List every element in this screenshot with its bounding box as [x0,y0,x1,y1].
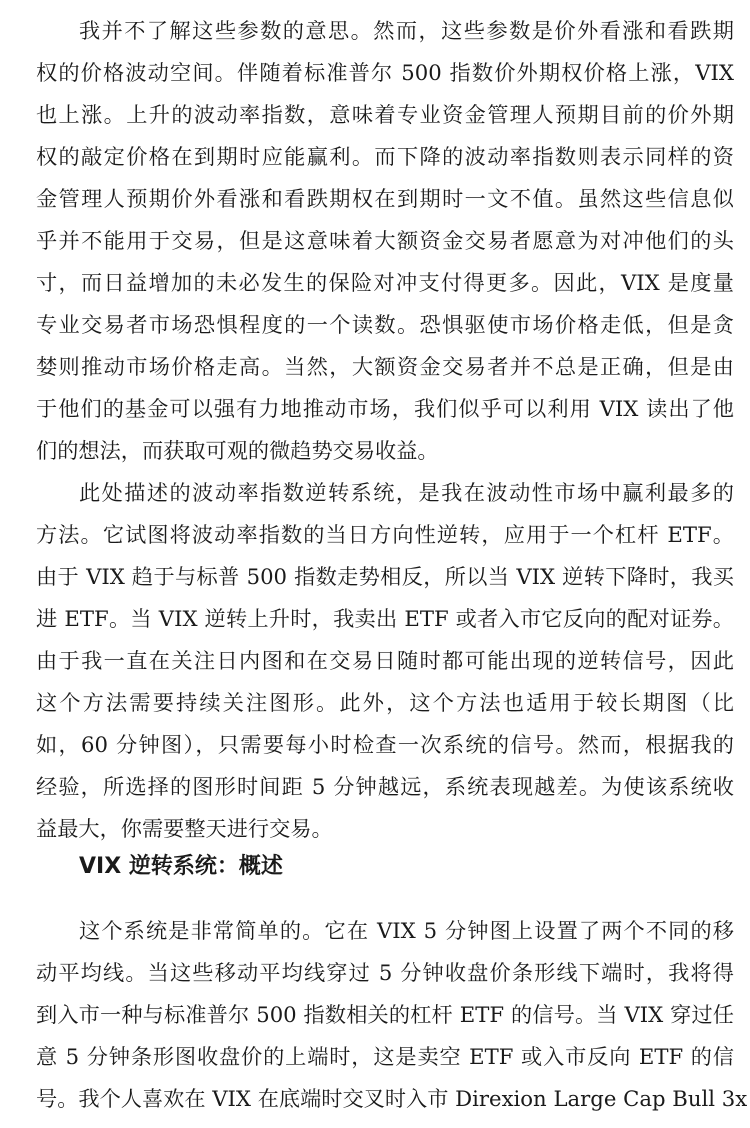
paragraph-line: 经验，所选择的图形时间距 5 分钟越远，系统表现越差。为使该系统收 [36,774,734,799]
section-heading: VIX 逆转系统：概述 [79,854,283,879]
paragraph-line: 权的价格波动空间。伴随着标准普尔 500 指数价外期权价格上涨，VIX [36,60,734,85]
paragraph-line: 号。我个人喜欢在 VIX 在底端时交叉时入市 Direxion Large Cap Bull 3x [36,1086,748,1111]
paragraph-line: 动平均线。当这些移动平均线穿过 5 分钟收盘价条形线下端时，我将得 [36,960,734,985]
paragraph-line: 寸，而日益增加的未必发生的保险对冲支付得更多。因此，VIX 是度量 [36,270,734,295]
paragraph-line: 乎并不能用于交易，但是这意味着大额资金交易者愿意为对冲他们的头 [36,228,734,253]
paragraph-line: 方法。它试图将波动率指数的当日方向性逆转，应用于一个杠杆 ETF。 [36,522,734,547]
paragraph-line: 权的敲定价格在到期时应能赢利。而下降的波动率指数则表示同样的资 [36,144,734,169]
paragraph-line: 也上涨。上升的波动率指数，意味着专业资金管理人预期目前的价外期 [36,102,734,127]
paragraph-line: 意 5 分钟条形图收盘价的上端时，这是卖空 ETF 或入市反向 ETF 的信 [36,1044,734,1069]
paragraph-line: 此处描述的波动率指数逆转系统，是我在波动性市场中赢利最多的 [79,480,734,505]
paragraph-line: 到入市一种与标准普尔 500 指数相关的杠杆 ETF 的信号。当 VIX 穿过任 [36,1002,734,1027]
paragraph-line: 我并不了解这些参数的意思。然而，这些参数是价外看涨和看跌期 [79,18,734,43]
paragraph-line: 专业交易者市场恐惧程度的一个读数。恐惧驱使市场价格走低，但是贪 [36,312,734,337]
paragraph-line: 于他们的基金可以强有力地推动市场，我们似乎可以利用 VIX 读出了他 [36,396,734,421]
paragraph-line: 由于我一直在关注日内图和在交易日随时都可能出现的逆转信号，因此 [36,648,734,673]
paragraph-line: 婪则推动市场价格走高。当然，大额资金交易者并不总是正确，但是由 [36,354,734,379]
paragraph-line: 益最大，你需要整天进行交易。 [36,816,333,841]
paragraph-line: 进 ETF。当 VIX 逆转上升时，我卖出 ETF 或者入市它反向的配对证券。 [36,606,734,631]
paragraph-line: 这个系统是非常简单的。它在 VIX 5 分钟图上设置了两个不同的移 [79,918,734,943]
paragraph-line: 这个方法需要持续关注图形。此外，这个方法也适用于较长期图（比 [36,690,734,715]
paragraph-line: 由于 VIX 趋于与标普 500 指数走势相反，所以当 VIX 逆转下降时，我买 [36,564,734,589]
paragraph-line: 金管理人预期价外看涨和看跌期权在到期时一文不值。虽然这些信息似 [36,186,734,211]
paragraph-line: 如，60 分钟图），只需要每小时检查一次系统的信号。然而，根据我的 [36,732,734,757]
paragraph-line: 们的想法，而获取可观的微趋势交易收益。 [36,438,439,463]
